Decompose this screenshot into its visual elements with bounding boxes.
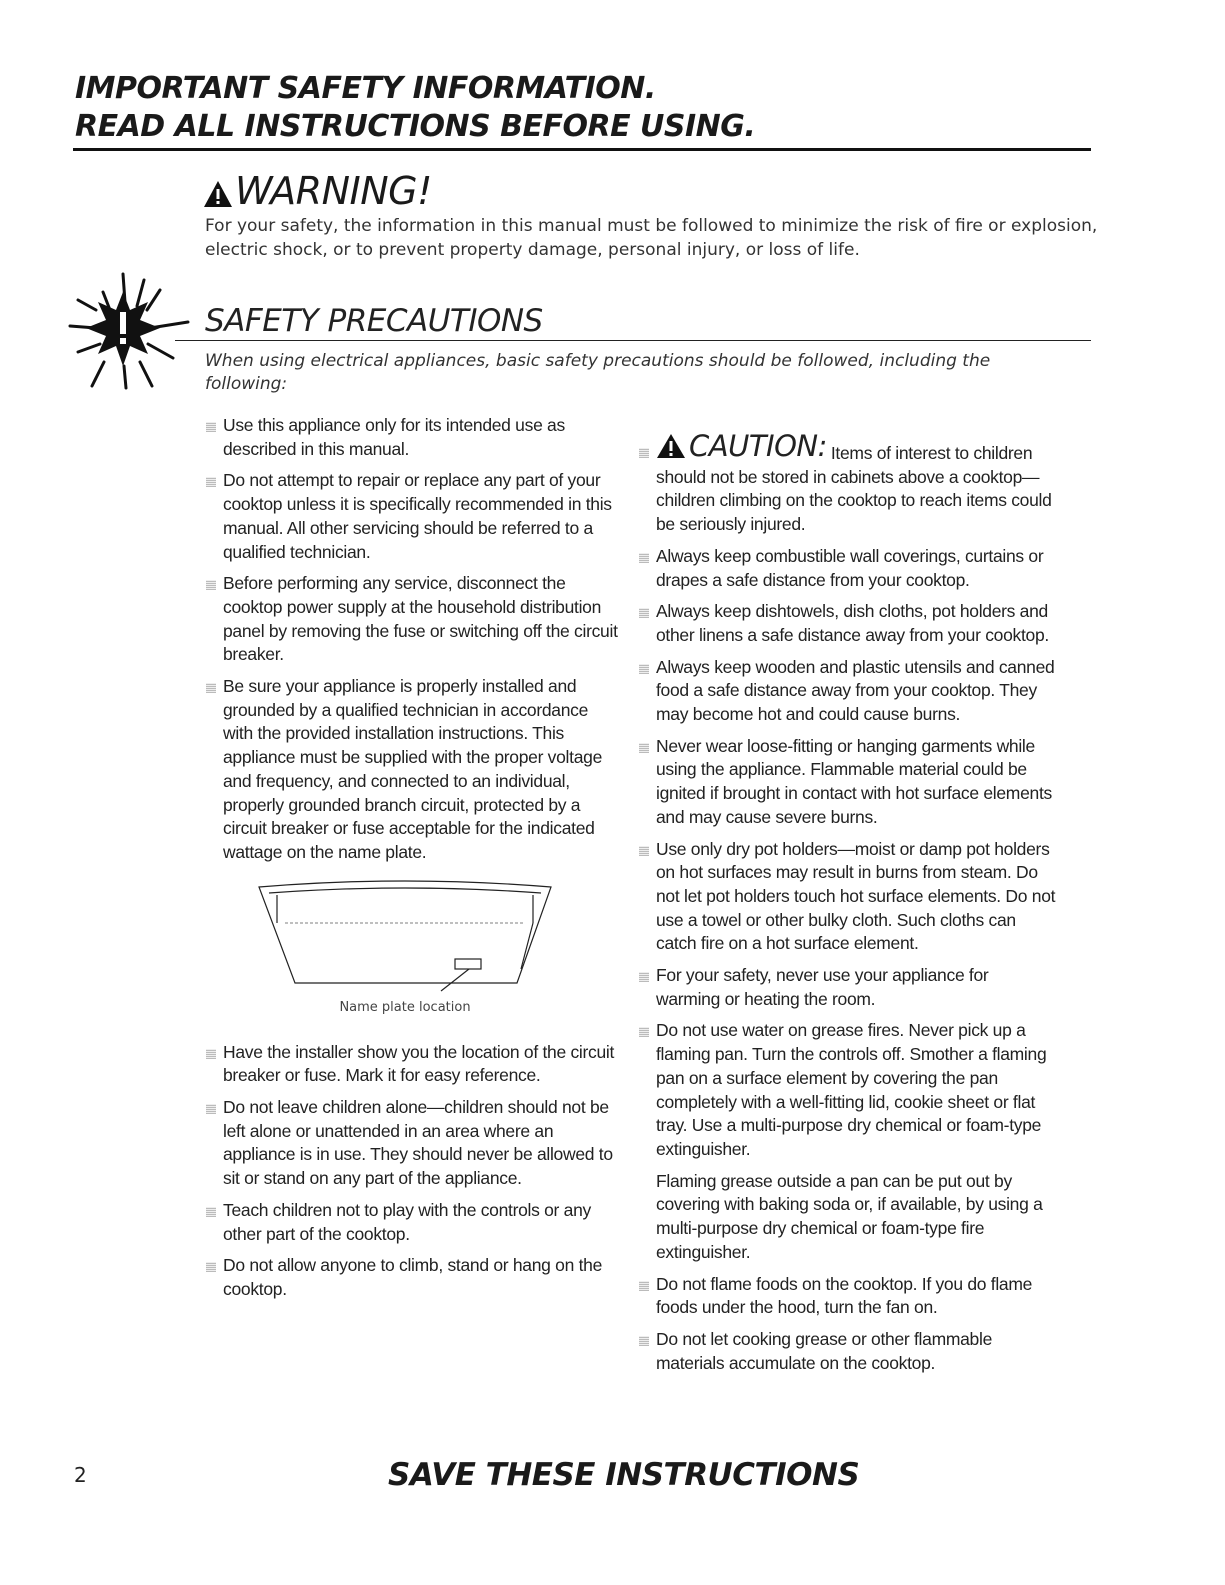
bullet-icon bbox=[206, 477, 216, 487]
list-item: Use this appliance only for its intended use as described in this manual. bbox=[203, 414, 618, 461]
list-item: Always keep wooden and plastic utensils and canned food a safe distance away from your cooktop. They may become hot and could cause burns. bbox=[636, 656, 1056, 727]
bullet-icon bbox=[639, 846, 649, 856]
safety-precautions-title: SAFETY PRECAUTIONS bbox=[205, 303, 543, 339]
warning-text: For your safety, the information in this manual must be followed to minimize the risk of fire or explosion, electric shock, or to prevent property damage, personal injury, or loss of life. bbox=[205, 216, 1098, 260]
list-item: Do not attempt to repair or replace any part of your cooktop unless it is specifically recommended in this manual. All other servicing should be referred to a qualified technician. bbox=[203, 469, 618, 564]
list-item: Do not allow anyone to climb, stand or hang on the cooktop. bbox=[203, 1254, 618, 1301]
bullet-icon bbox=[206, 1207, 216, 1217]
header-line-1: IMPORTANT SAFETY INFORMATION. bbox=[75, 71, 656, 106]
header-divider bbox=[73, 148, 1091, 151]
bullet-icon bbox=[639, 1336, 649, 1346]
list-item: Before performing any service, disconnect the cooktop power supply at the household distribution panel by removing the fuse or switching off the circuit breaker. bbox=[203, 572, 618, 667]
list-item: Always keep dishtowels, dish cloths, pot holders and other linens a safe distance away from your cooktop. bbox=[636, 600, 1056, 647]
cooktop-illustration bbox=[255, 879, 555, 999]
list-item: Teach children not to play with the controls or any other part of the cooktop. bbox=[203, 1199, 618, 1246]
bullet-icon bbox=[639, 972, 649, 982]
bullet-icon bbox=[206, 422, 216, 432]
caution-label: CAUTION: bbox=[689, 429, 827, 463]
footer-title: SAVE THESE INSTRUCTIONS bbox=[388, 1457, 860, 1493]
bullet-icon bbox=[206, 1262, 216, 1272]
warning-title: WARNING! bbox=[235, 169, 432, 213]
name-plate-figure bbox=[255, 879, 555, 1019]
right-column bbox=[636, 430, 1056, 1383]
page-header bbox=[75, 70, 1095, 146]
bullet-icon bbox=[206, 1049, 216, 1059]
bullet-icon bbox=[639, 743, 649, 753]
bullet-icon bbox=[206, 683, 216, 693]
list-item: Use only dry pot holders—moist or damp pot holders on hot surfaces may result in burns from steam. Do not let pot holders touch hot surface elements. Do not use a towel or other bulky cloth. Such cloths can catch fire on a hot surface element. bbox=[636, 838, 1056, 957]
bullet-icon bbox=[639, 553, 649, 563]
list-item: Never wear loose-fitting or hanging garments while using the appliance. Flammable material could be ignited if brought in contact with hot surface elements and may cause severe burns. bbox=[636, 735, 1056, 830]
bullet-icon bbox=[639, 1027, 649, 1037]
figure-caption: Name plate location bbox=[339, 999, 471, 1015]
left-column bbox=[203, 414, 618, 1310]
list-item: Do not flame foods on the cooktop. If you do flame foods under the hood, turn the fan on. bbox=[636, 1273, 1056, 1320]
safety-subtitle: When using electrical appliances, basic safety precautions should be followed, including the following: bbox=[205, 351, 991, 394]
bullet-icon bbox=[639, 608, 649, 618]
bullet-icon bbox=[639, 664, 649, 674]
list-item: Do not let cooking grease or other flammable materials accumulate on the cooktop. bbox=[636, 1328, 1056, 1375]
page-number: 2 bbox=[74, 1463, 87, 1487]
warning-triangle-icon bbox=[203, 180, 233, 208]
list-item: Always keep combustible wall coverings, curtains or drapes a safe distance from your cooktop. bbox=[636, 545, 1056, 592]
safety-burst-icon bbox=[48, 262, 198, 402]
bullet-icon bbox=[206, 1104, 216, 1114]
bullet-icon bbox=[639, 1281, 649, 1291]
caution-triangle-icon bbox=[656, 433, 686, 459]
list-item: Do not use water on grease fires. Never pick up a flaming pan. Turn the controls off. Smother a flaming pan on a surface element by covering the pan completely with a well-fitting lid, cookie sheet or flat tray. Use a multi-purpose dry chemical or foam-type extinguisher. bbox=[636, 1019, 1056, 1161]
caution-item bbox=[636, 430, 1056, 537]
list-item: Be sure your appliance is properly installed and grounded by a qualified technician in accordance with the provided installation instructions. This appliance must be supplied with the proper voltage and frequency, and connected to an individual, properly grounded branch circuit, protected by a circuit breaker or fuse acceptable for the indicated wattage on the name plate. bbox=[203, 675, 618, 865]
list-item: For your safety, never use your appliance for warming or heating the room. bbox=[636, 964, 1056, 1011]
caution-heading bbox=[656, 430, 827, 462]
grease-paragraph: Flaming grease outside a pan can be put out by covering with baking soda or, if available, by using a multi-purpose dry chemical or foam-type fire extinguisher. bbox=[656, 1170, 1043, 1262]
warning-heading bbox=[203, 168, 432, 214]
list-item: Do not leave children alone—children should not be left alone or unattended in an area where an appliance is in use. They should never be allowed to sit or stand on any part of the appliance. bbox=[203, 1096, 618, 1191]
caution-text: Items of interest to children should not be stored in cabinets above a cooktop—children climbing on the cooktop to reach items could be seriously injured. bbox=[656, 443, 1052, 535]
safety-divider bbox=[175, 340, 1091, 341]
bullet-icon bbox=[639, 448, 649, 458]
bullet-icon bbox=[206, 580, 216, 590]
header-line-2: READ ALL INSTRUCTIONS BEFORE USING. bbox=[75, 109, 756, 144]
list-item: Have the installer show you the location of the circuit breaker or fuse. Mark it for easy reference. bbox=[203, 1041, 618, 1088]
